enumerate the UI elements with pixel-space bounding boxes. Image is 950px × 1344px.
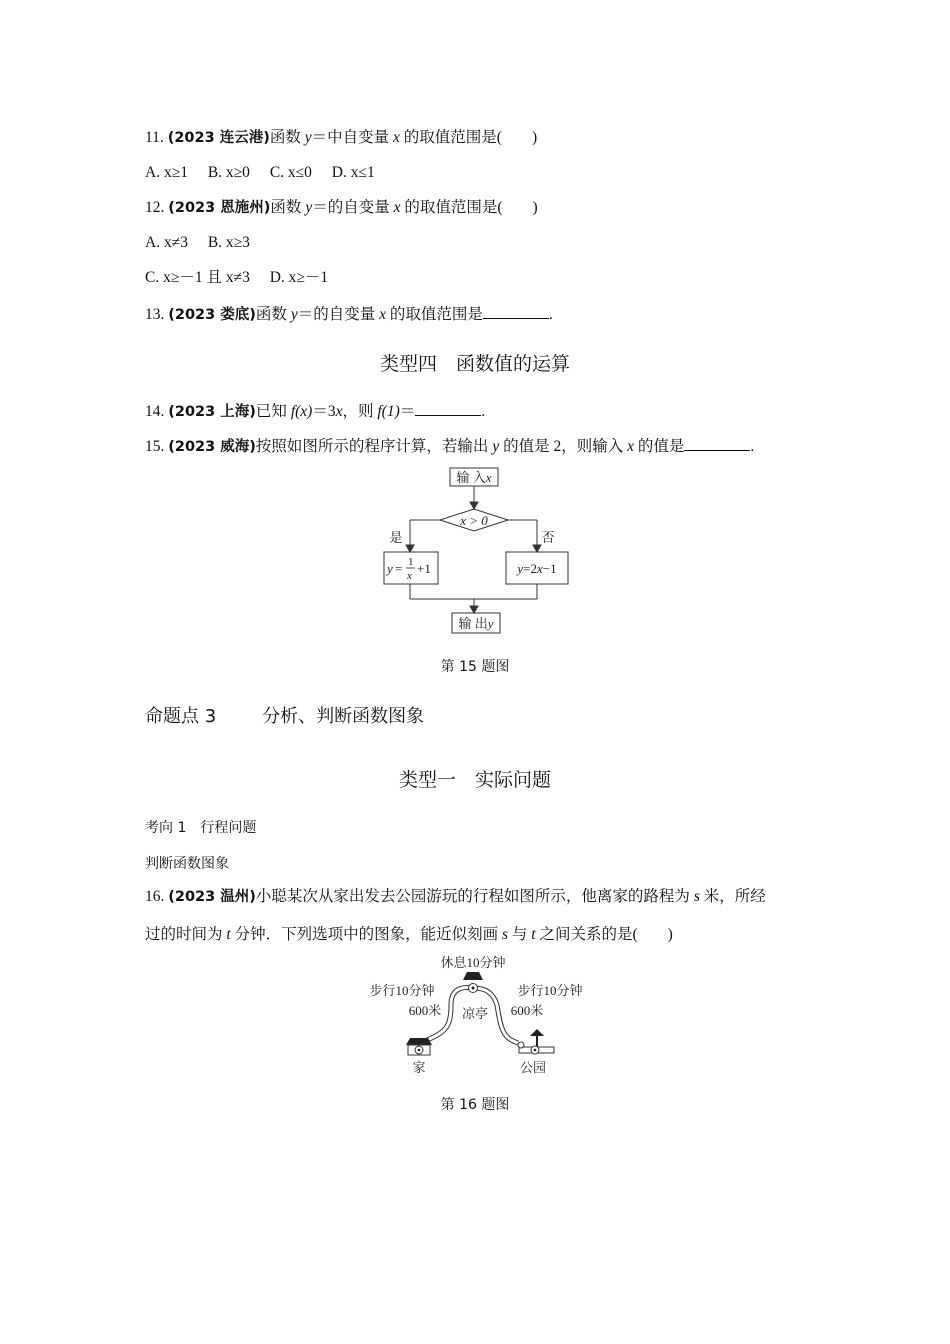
distance-left-label: 600米 (408, 1003, 442, 1018)
answer-blank[interactable] (483, 304, 549, 319)
option-c[interactable]: C. x≥－1 且 x≠3 (145, 269, 250, 286)
distance-right-label: 600米 (510, 1003, 544, 1018)
walk-right-label: 步行10分钟 (517, 983, 583, 998)
section-heading-type1: 类型一 实际问题 (398, 769, 551, 791)
option-b[interactable]: B. x≥0 (207, 164, 250, 181)
option-a[interactable]: A. x≠3 (145, 234, 188, 251)
question-16-line1: 16. (2023 温州)小聪某次从家出发去公园游玩的行程如图所示，他离家的路程为 s 米，所经 (145, 888, 766, 905)
walk-left-label: 步行10分钟 (369, 983, 435, 998)
direction-heading: 考向 1 行程问题 (145, 820, 257, 836)
park-label: 公园 (519, 1060, 547, 1075)
home-label: 家 (412, 1060, 426, 1075)
yes-label: 是 (389, 530, 403, 545)
home-icon (406, 1038, 432, 1055)
svg-text:=: = (395, 561, 403, 576)
output-label: 输 出y (458, 616, 494, 631)
question-12: 12. (2023 恩施州)函数 y＝的自变量 x 的取值范围是( ) (145, 199, 538, 216)
pavilion-icon (463, 972, 483, 980)
svg-text:1: 1 (408, 556, 414, 568)
option-d[interactable]: D. x≥－1 (269, 269, 329, 286)
question-15: 15. (2023 威海)按照如图所示的程序计算，若输出 y 的值是 2，则输入 x 的值是 . (145, 438, 755, 455)
question-11-options (145, 163, 375, 183)
route-figure (355, 950, 595, 1080)
option-d[interactable]: D. x≤1 (331, 164, 375, 181)
sub-heading-judge: 判断函数图象 (145, 856, 229, 872)
svg-text:x: x (407, 570, 412, 582)
question-13: 13. (2023 娄底)函数 y＝的自变量 x 的取值范围是 . (145, 306, 553, 323)
svg-text:+1: +1 (417, 561, 431, 576)
question-12-options-row1 (145, 233, 250, 253)
section-heading-type4: 类型四 函数值的运算 (379, 353, 570, 375)
svg-text:y: y (387, 561, 393, 576)
figure-16-caption: 第 16 题图 (440, 1097, 510, 1113)
question-11: 11. (2023 连云港)函数 y＝中自变量 x 的取值范围是( ) (145, 129, 538, 146)
yes-formula (385, 556, 431, 582)
pavilion-label: 凉亭 (461, 1006, 489, 1021)
flowchart-figure (370, 462, 580, 637)
answer-blank[interactable] (684, 436, 750, 451)
option-c[interactable]: C. x≤0 (269, 164, 312, 181)
condition-label: x > 0 (460, 513, 488, 528)
rest-label: 休息10分钟 (440, 955, 506, 970)
no-formula: y=2x−1 (517, 561, 557, 576)
proposition-heading: 命题点 3 分析、判断函数图象 (145, 706, 425, 727)
input-label: 输 入x (456, 470, 492, 485)
option-a[interactable]: A. x≥1 (145, 164, 188, 181)
figure-15-caption: 第 15 题图 (440, 659, 510, 675)
question-12-options-row2 (145, 268, 328, 288)
question-16-line2: 过的时间为 t 分钟．下列选项中的图象，能近似刻画 s 与 t 之间关系的是( ) (145, 926, 673, 943)
park-icon (518, 1029, 554, 1054)
answer-blank[interactable] (415, 401, 481, 416)
no-label: 否 (541, 530, 555, 545)
question-14: 14. (2023 上海)已知 f(x)＝3x，则 f(1)＝ . (145, 403, 486, 420)
option-b[interactable]: B. x≥3 (207, 234, 250, 251)
